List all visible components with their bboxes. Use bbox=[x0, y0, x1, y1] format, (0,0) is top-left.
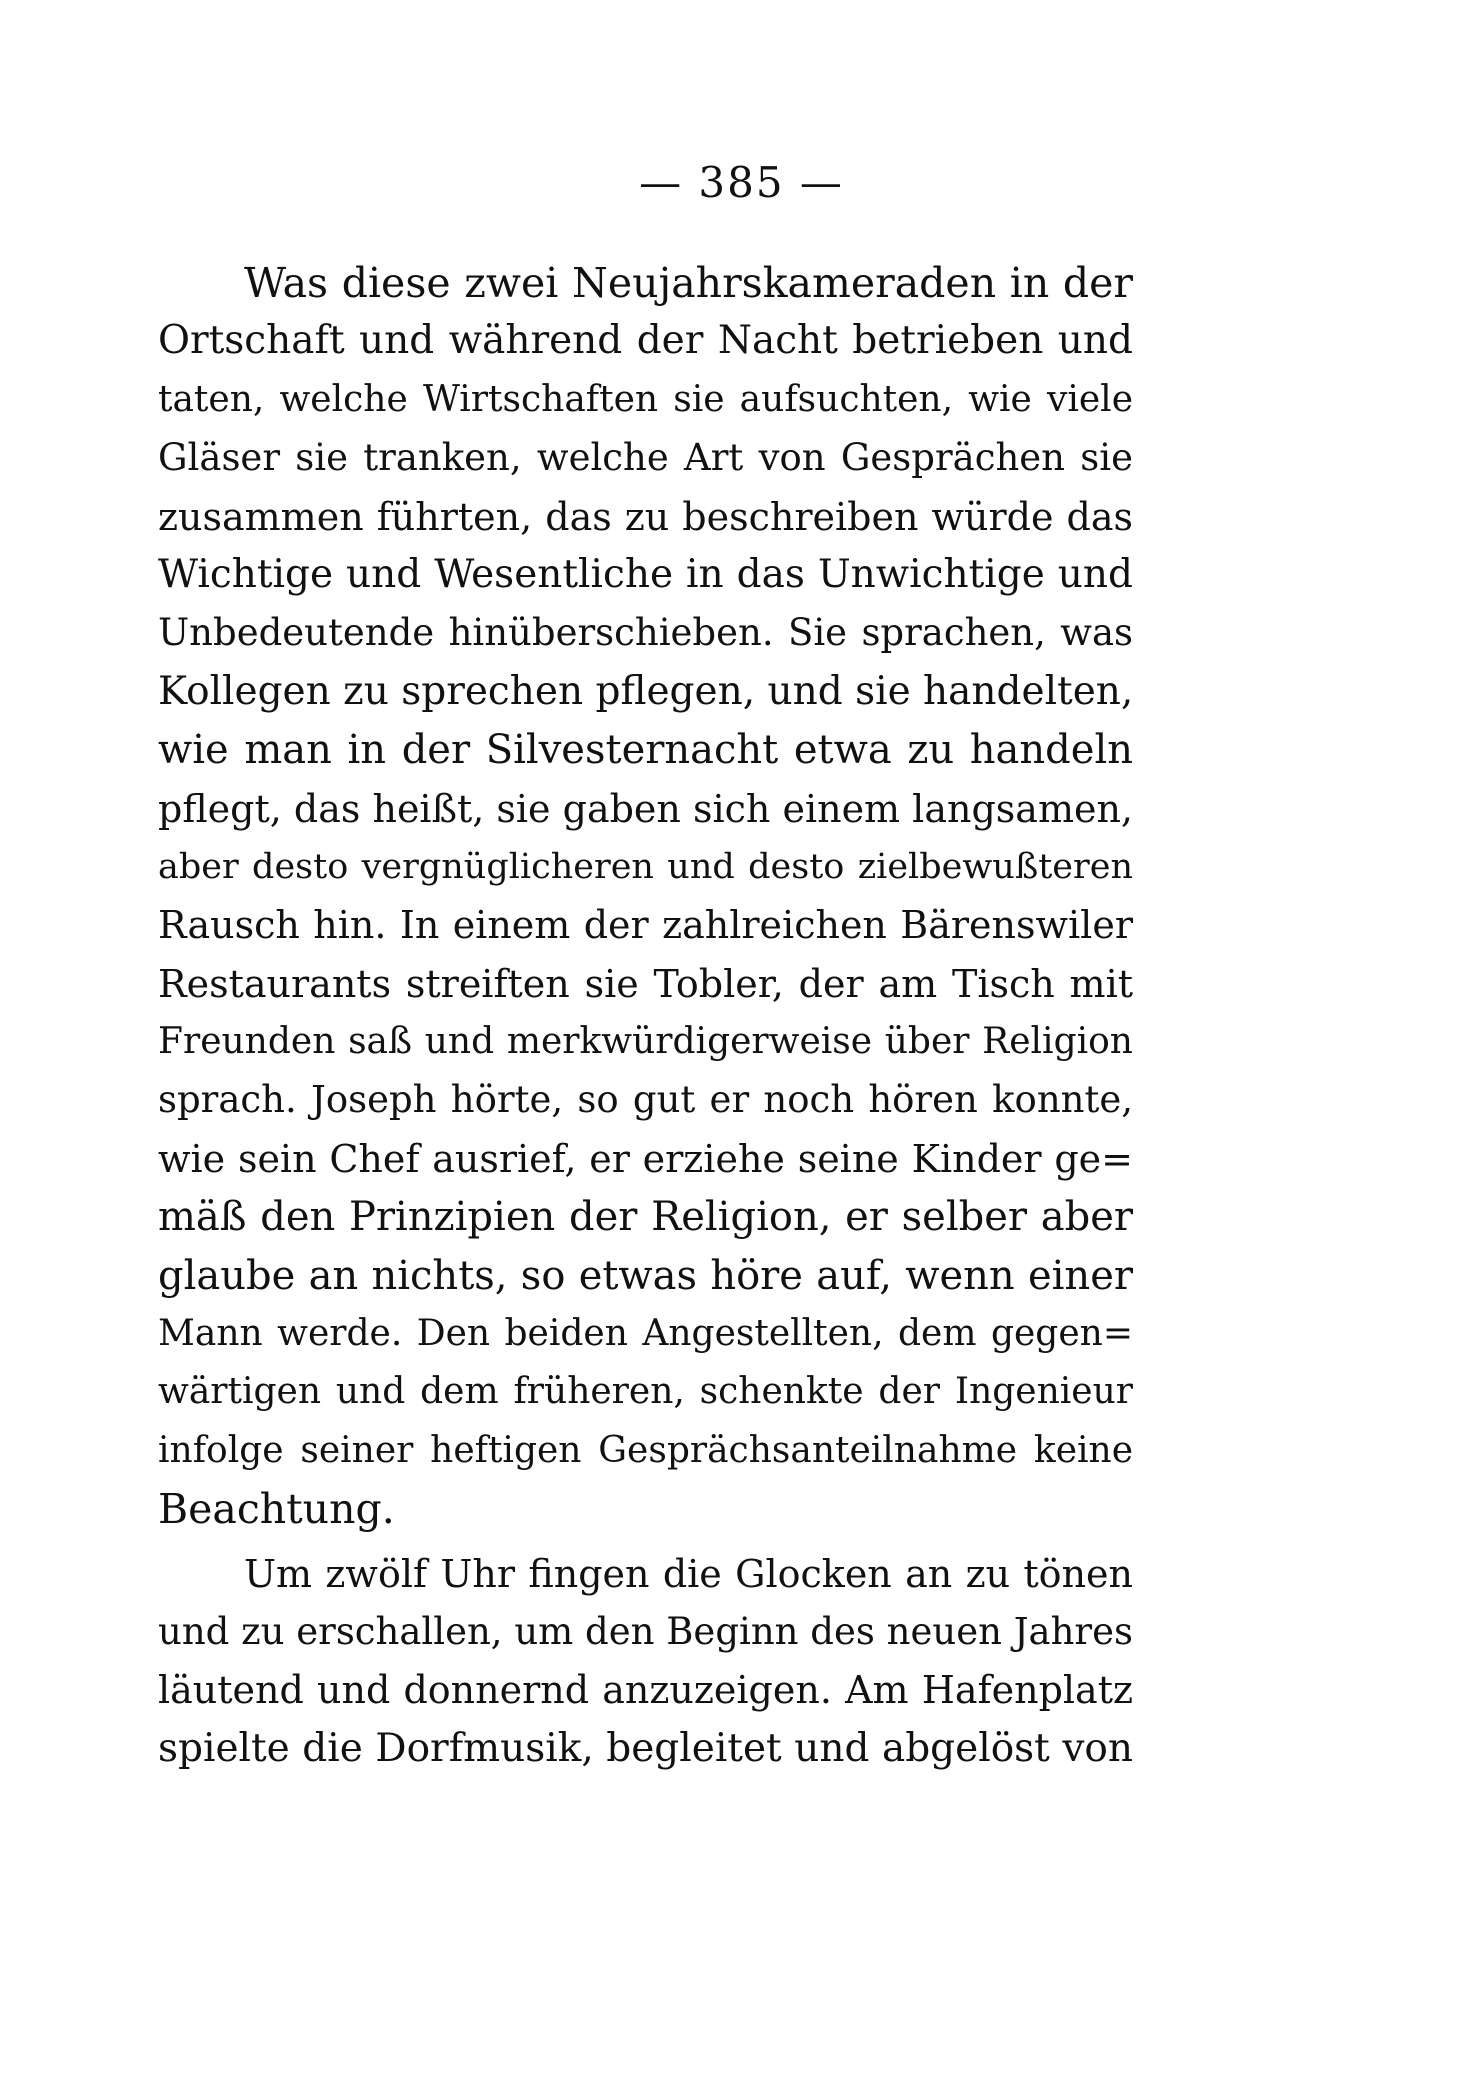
text-line: Was diese zwei Neujahrskameraden in der bbox=[244, 259, 1133, 307]
text-line: wie man in der Silvesternacht etwa zu handeln bbox=[158, 727, 1133, 774]
paragraph-1 bbox=[158, 254, 1133, 1539]
text-line: pflegt, das heißt, sie gaben sich einem langsamen, bbox=[158, 786, 1133, 831]
paragraph-2 bbox=[158, 1545, 1133, 1779]
text-line: taten, welche Wirtschaften sie aufsuchten, wie viele bbox=[158, 378, 1133, 420]
text-line: wie sein Chef ausrief, er erziehe seine Kinder ge= bbox=[158, 1136, 1133, 1181]
text-line: Ortschaft und während der Nacht betrieben und bbox=[158, 318, 1133, 364]
text-line: Mann werde. Den beiden Angestellten, dem gegen= bbox=[158, 1313, 1133, 1355]
text-line: zusammen führten, das zu beschreiben würde das bbox=[158, 494, 1133, 539]
text-line: Gläser sie tranken, welche Art von Gesprächen sie bbox=[158, 436, 1133, 480]
text-line: Kollegen zu sprechen pflegen, und sie handelten, bbox=[158, 668, 1133, 714]
text-line: infolge seiner heftigen Gesprächsanteilnahme keine bbox=[158, 1429, 1133, 1471]
text-line: Um zwölf Uhr fingen die Glocken an zu tönen bbox=[244, 1551, 1133, 1596]
text-line: Beachtung. bbox=[158, 1485, 395, 1534]
text-line: Freunden saß und merkwürdigerweise über Religion bbox=[158, 1021, 1133, 1063]
text-line: Unbedeutende hinüberschieben. Sie sprachen, was bbox=[158, 611, 1133, 655]
text-line: und zu erschallen, um den Beginn des neuen Jahres bbox=[158, 1609, 1133, 1653]
text-line: läutend und donnernd anzuzeigen. Am Hafenplatz bbox=[158, 1668, 1133, 1713]
text-line: glaube an nichts, so etwas höre auf, wenn einer bbox=[158, 1252, 1133, 1299]
page-number: — 385 — bbox=[639, 158, 844, 207]
text-line: spielte die Dorfmusik, begleitet und abgelöst von bbox=[158, 1725, 1133, 1771]
text-line: Restaurants streiften sie Tobler, der am Tisch mit bbox=[158, 961, 1133, 1006]
text-line: Wichtige und Wesentliche in das Unwichtige und bbox=[158, 551, 1133, 597]
body-text bbox=[158, 254, 1133, 1778]
text-line: sprach. Joseph hörte, so gut er noch hören konnte, bbox=[158, 1078, 1133, 1122]
text-line: wärtigen und dem früheren, schenkte der Ingenieur bbox=[158, 1371, 1133, 1413]
text-line: mäß den Prinzipien der Religion, er selber aber bbox=[158, 1194, 1133, 1241]
text-line: aber desto vergnüglicheren und desto zielbewußteren bbox=[158, 846, 1133, 887]
text-line: Rausch hin. In einem der zahlreichen Bärenswiler bbox=[158, 903, 1133, 948]
